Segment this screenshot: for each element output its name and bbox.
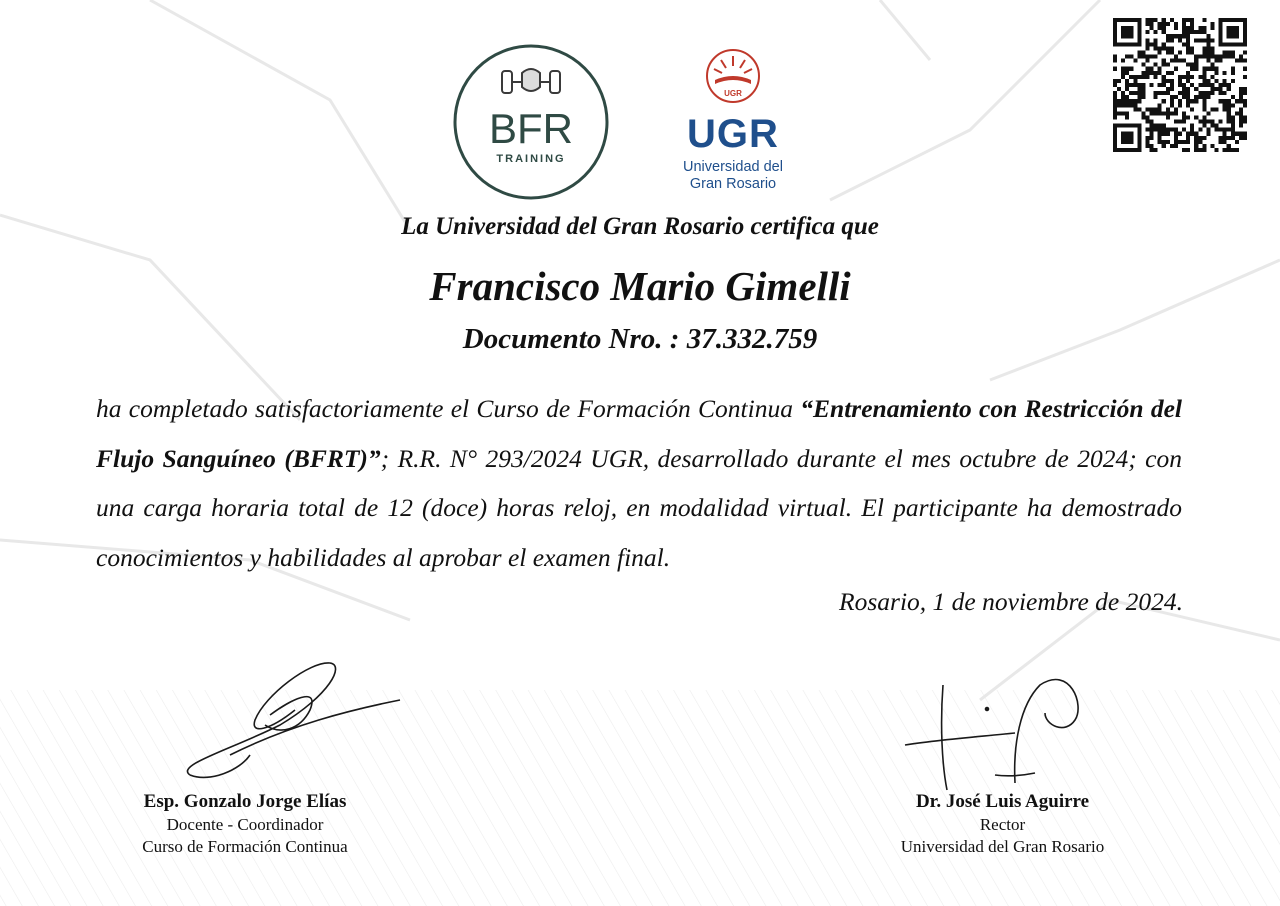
recipient-name: Francisco Mario Gimelli: [429, 263, 851, 309]
body-part1: ha completado satisfactoriamente el Curso de Formación Continua: [96, 394, 801, 423]
ugr-seal-icon: [705, 48, 761, 104]
signatory-left: [100, 790, 390, 858]
ugr-subtitle-line2: Gran Rosario: [689, 176, 777, 192]
body-part2: ; R.R. N° 293/2024 UGR, desarrollado durante el mes octubre de 2024; con una carga horaria total de 12 (doce) horas reloj, en modalidad virtual. El participante ha demostrado conocimientos y habilidades al aprobar el examen final.: [96, 443, 1182, 572]
bfr-training-logo: [452, 43, 610, 201]
document-number: Documento Nro. : 37.332.759: [462, 323, 818, 355]
certification-intro: La Universidad del Gran Rosario certifica que: [401, 213, 879, 240]
course-title: “Entrenamiento con Restricción del Flujo Sanguíneo (BFRT)”: [96, 394, 1182, 473]
signature-left: [170, 655, 410, 790]
ugr-seal-text: UGR: [724, 89, 742, 98]
certificate-body: [96, 384, 1182, 582]
signatory-left-role: Docente - Coordinador: [166, 815, 324, 834]
ugr-logo: [668, 48, 798, 198]
signatory-right-org: Universidad del Gran Rosario: [900, 837, 1105, 856]
signatory-left-org: Curso de Formación Continua: [142, 837, 348, 856]
bfr-logo-subtext: TRAINING: [496, 153, 566, 165]
ugr-subtitle: [668, 159, 798, 193]
signatory-left-name: Esp. Gonzalo Jorge Elías: [143, 791, 347, 812]
signatory-right-role: Rector: [979, 815, 1026, 834]
issue-date: Rosario, 1 de noviembre de 2024.: [839, 587, 1183, 616]
ugr-subtitle-line1: Universidad del: [683, 159, 783, 175]
signature-right: [895, 665, 1095, 795]
signatory-right: [870, 790, 1135, 858]
ugr-wordmark: UGR: [687, 112, 779, 156]
bfr-logo-text: BFR: [489, 105, 573, 152]
qr-code[interactable]: [1113, 18, 1247, 152]
signatory-right-name: Dr. José Luis Aguirre: [915, 791, 1090, 812]
